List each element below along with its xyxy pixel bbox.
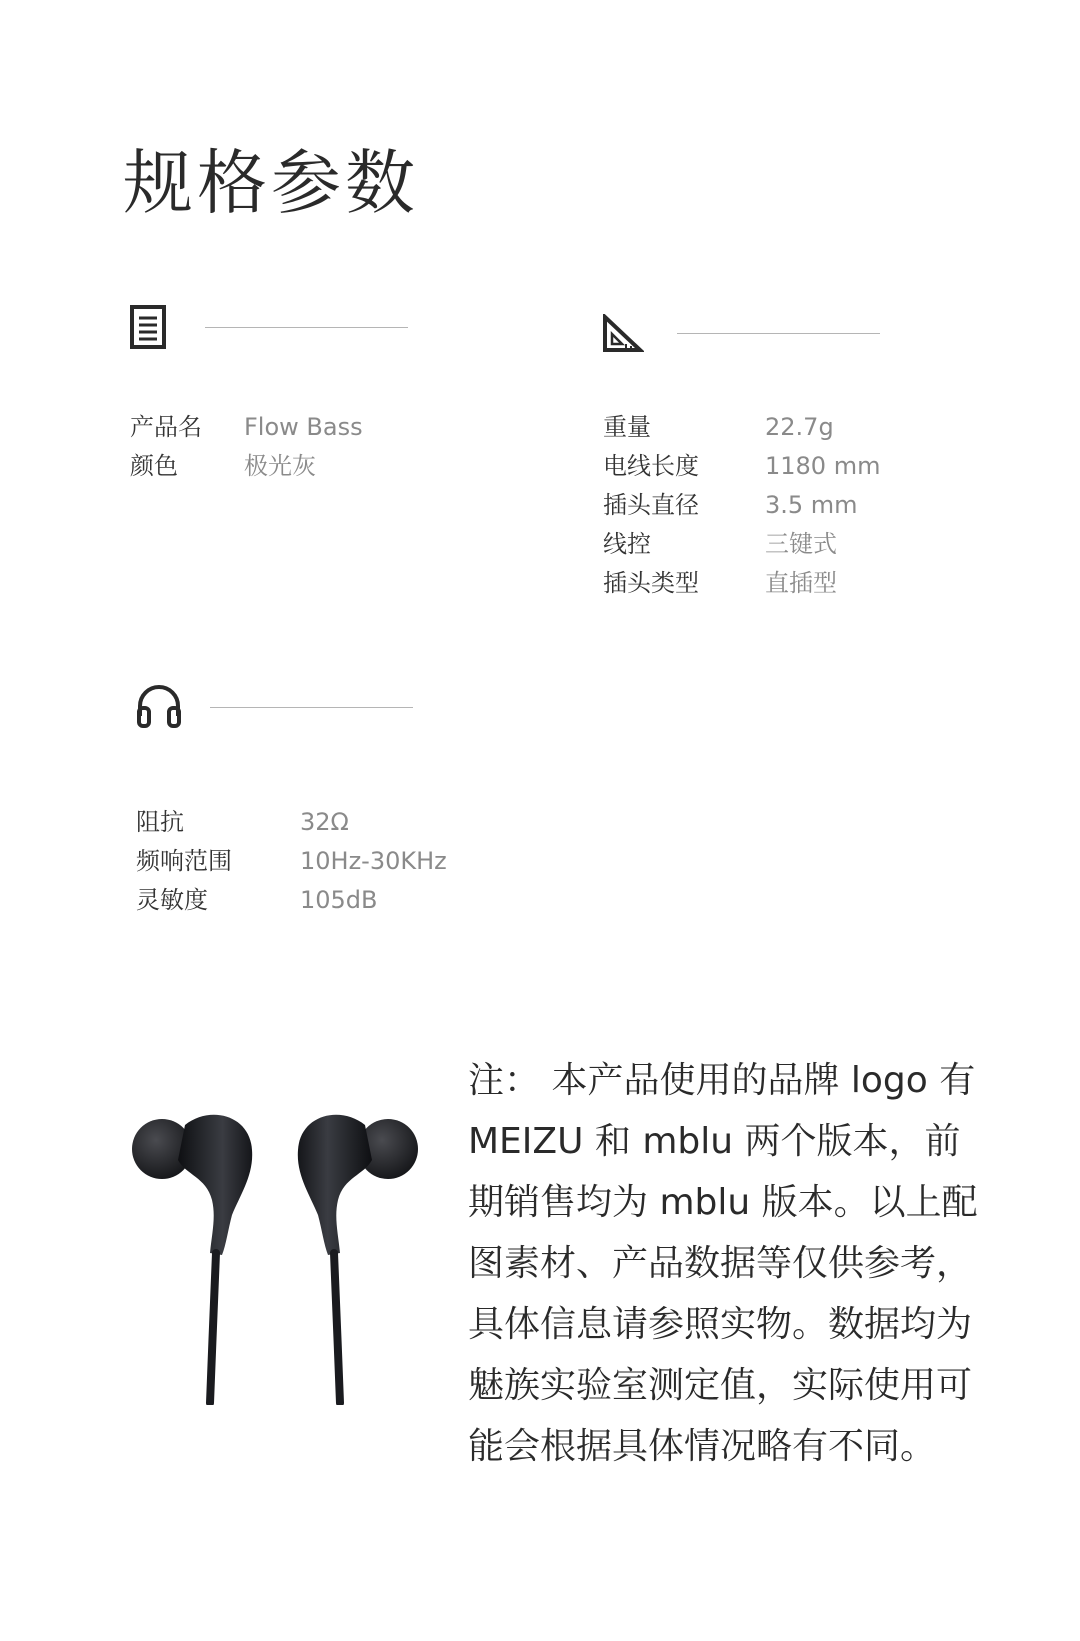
section-header-acoustic (135, 682, 415, 732)
section-divider (210, 707, 413, 708)
spec-row (603, 525, 880, 564)
spec-row (130, 408, 363, 447)
page-title: 规格参数 (123, 142, 419, 224)
spec-table-basic (130, 408, 363, 486)
spec-value: 3.5 mm (765, 491, 858, 519)
spec-value: 32Ω (300, 808, 349, 836)
right-shell (298, 1115, 372, 1255)
spec-label: 电线长度 (603, 452, 699, 480)
spec-label: 灵敏度 (136, 886, 208, 914)
spec-row (136, 881, 447, 920)
earphones-product-image (130, 1105, 420, 1405)
spec-row (603, 447, 880, 486)
section-divider (205, 327, 408, 328)
spec-label: 线控 (603, 530, 651, 558)
disclaimer-note: 注： 本产品使用的品牌 logo 有 MEIZU 和 mblu 两个版本，前期销售均为 mblu 版本。以上配图素材、产品数据等仅供参考，具体信息请参照实物。数据均为魅族实验室测定值，实际使用可能会根据具体情况略有不同。 (468, 1060, 978, 1467)
spec-table-acoustic (136, 803, 447, 920)
spec-row (136, 842, 447, 881)
spec-label: 频响范围 (136, 847, 232, 875)
left-cable (210, 1253, 216, 1403)
spec-label: 插头直径 (603, 491, 699, 519)
spec-label: 颜色 (130, 452, 178, 480)
spec-value: 105dB (300, 886, 378, 914)
left-shell (178, 1115, 252, 1255)
section-header-physical (602, 310, 882, 360)
spec-label: 产品名 (130, 413, 202, 441)
headphones-icon (135, 682, 183, 728)
spec-value: Flow Bass (244, 413, 363, 441)
spec-label: 阻抗 (136, 808, 184, 836)
spec-value: 极光灰 (244, 452, 316, 480)
spec-row (603, 564, 880, 603)
spec-label: 重量 (603, 413, 651, 441)
spec-value: 1180 mm (765, 452, 881, 480)
spec-value: 直插型 (765, 569, 837, 597)
spec-table-physical (603, 408, 880, 603)
set-square-ruler-icon (602, 314, 644, 354)
spec-value: 22.7g (765, 413, 834, 441)
spec-row (136, 803, 447, 842)
spec-value: 三键式 (765, 530, 837, 558)
spec-row (603, 486, 880, 525)
section-divider (677, 333, 880, 334)
spec-value: 10Hz-30KHz (300, 847, 447, 875)
right-cable (334, 1253, 340, 1403)
document-icon (130, 305, 168, 349)
spec-row (603, 408, 880, 447)
section-header-basic (130, 305, 410, 355)
spec-row (130, 447, 363, 486)
spec-label: 插头类型 (603, 569, 699, 597)
